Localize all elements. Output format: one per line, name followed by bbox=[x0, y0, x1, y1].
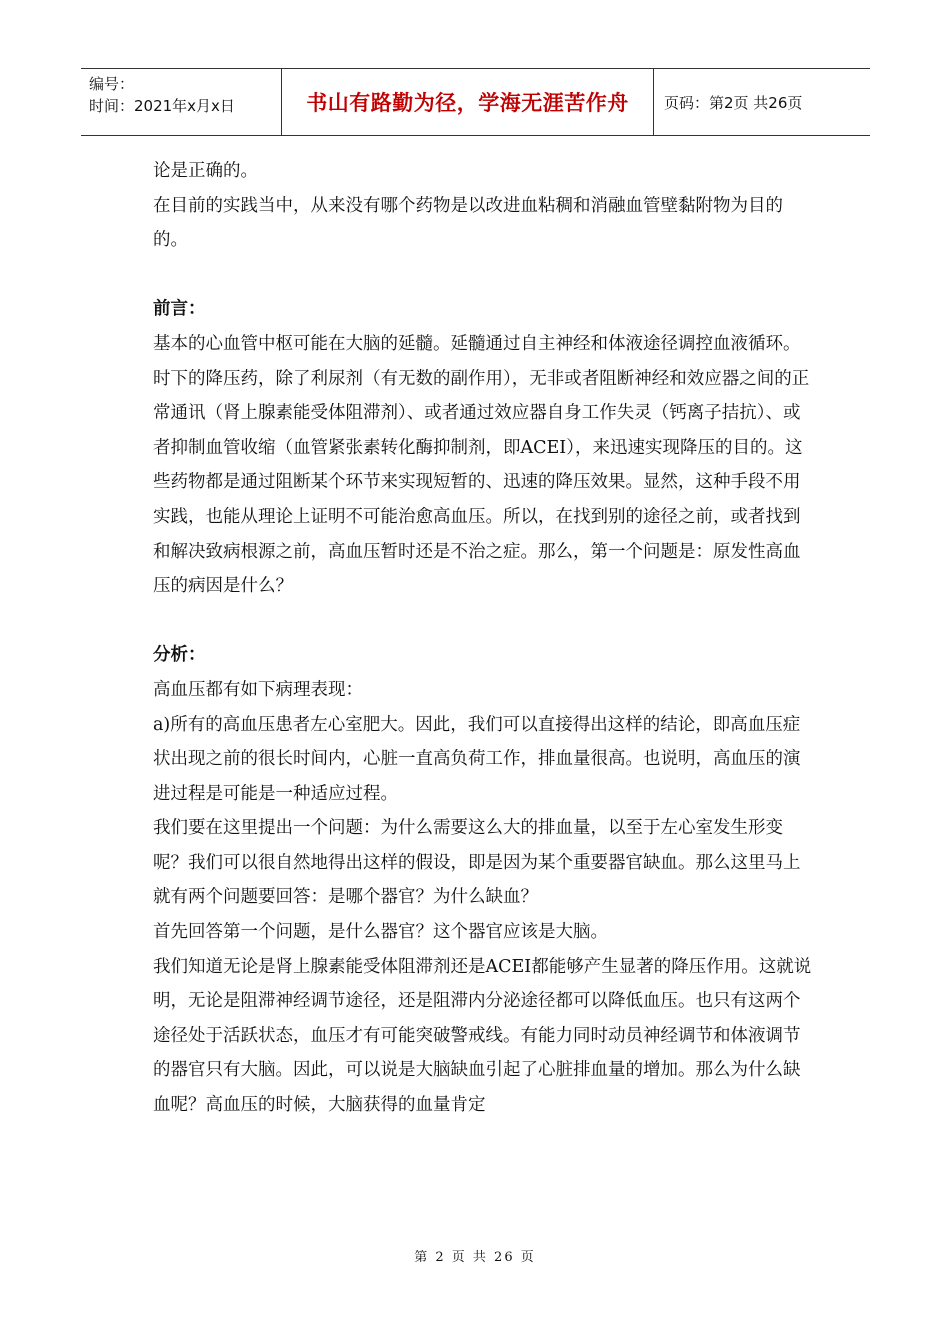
paragraph: 高血压都有如下病理表现： bbox=[153, 679, 363, 700]
spacer bbox=[153, 604, 813, 639]
paragraph: a)所有的高血压患者左心室肥大。因此，我们可以直接得出这样的结论，即高血压症状出现之前的很长时间内，心脏一直高负荷工作，排血量很高。也说明，高血压的演进过程是可能是一种适应过程。 bbox=[153, 714, 801, 804]
section-heading-preface: 前言： bbox=[153, 299, 206, 320]
paragraph: 在目前的实践当中，从来没有哪个药物是以改进血粘稠和消融血管壁黏附物为目的的。 bbox=[153, 195, 783, 251]
header-page-info: 页码：第2页 共26页 bbox=[664, 93, 803, 112]
header-motto-cell bbox=[281, 69, 654, 135]
paragraph: 基本的心血管中枢可能在大脑的延髓。延髓通过自主神经和体液途径调控血液循环。时下的降压药，除了利尿剂（有无数的副作用），无非或者阻断神经和效应器之间的正常通讯（肾上腺素能受体阻滞剂）、或者通过效应器自身工作失灵（钙离子拮抗）、或者抑制血管收缩（血管紧张素转化酶抑制剂，即ACEI），来迅速实现降压的目的。这些药物都是通过阻断某个环节来实现短暂的、迅速的降压效果。显然，这种手段不用实践，也能从理论上证明不可能治愈高血压。所以，在找到别的途径之前，或者找到和解决致病根源之前，高血压暂时还是不治之症。那么，第一个问题是：原发性高血压的病因是什么？ bbox=[153, 333, 810, 597]
spacer bbox=[153, 258, 813, 293]
header-meta bbox=[81, 69, 281, 135]
paragraph: 首先回答第一个问题，是什么器官？这个器官应该是大脑。 bbox=[153, 922, 608, 943]
document-body bbox=[153, 154, 813, 1123]
paragraph: 我们知道无论是肾上腺素能受体阻滞剂还是ACEI都能够产生显著的降压作用。这就说明，无论是阻滞神经调节途径，还是阻滞内分泌途径都可以降低血压。也只有这两个途径处于活跃状态，血压才有可能突破警戒线。有能力同时动员神经调节和体液调节的器官只有大脑。因此，可以说是大脑缺血引起了心脏排血量的增加。那么为什么缺血呢？高血压的时候，大脑获得的血量肯定 bbox=[153, 956, 812, 1116]
paragraph: 我们要在这里提出一个问题：为什么需要这么大的排血量，以至于左心室发生形变呢？我们可以很自然地得出这样的假设，即是因为某个重要器官缺血。那么这里马上就有两个问题要回答：是哪个器官？为什么缺血？ bbox=[153, 818, 801, 908]
serial-number-label: 编号： bbox=[89, 75, 135, 93]
section-heading-analysis: 分析： bbox=[153, 645, 206, 666]
date-line: 时间：2021年x月x日 bbox=[89, 97, 235, 115]
header-page-info-cell bbox=[654, 69, 870, 135]
paragraph: 论是正确的。 bbox=[153, 161, 258, 181]
page-footer: 第 2 页 共 26 页 bbox=[414, 1250, 536, 1265]
header-motto: 书山有路勤为径，学海无涯苦作舟 bbox=[306, 91, 629, 115]
page-header bbox=[81, 68, 870, 136]
